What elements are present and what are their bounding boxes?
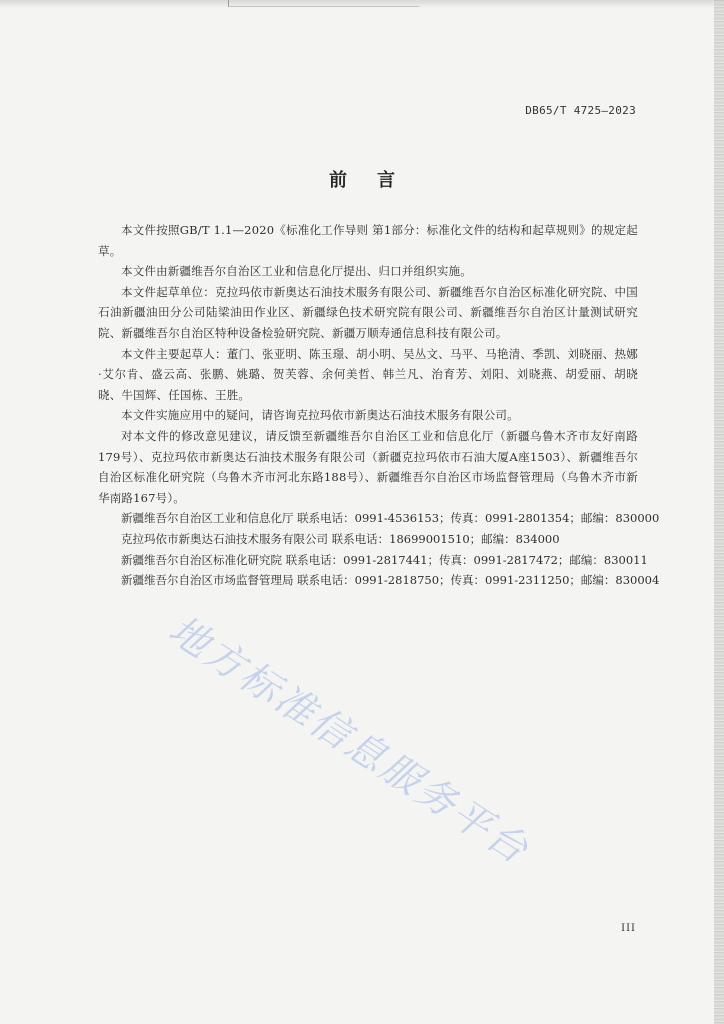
contact-line: 新疆维吾尔自治区市场监督管理局 联系电话：0991-2818750；传真：0991-2311250；邮编：830004 bbox=[121, 573, 660, 588]
paragraph-feedback: 对本文件的修改意见建议，请反馈至新疆维吾尔自治区工业和信息化厅（新疆乌鲁木齐市友好南路179号）、克拉玛依市新奥达石油技术服务有限公司（新疆克拉玛依市石油大厦A座1503）、新疆维吾尔自治区标准化研究院（乌鲁木齐市河北东路188号）、新疆维吾尔自治区市场监督管理局（乌鲁木齐市新华南路167号）。 bbox=[98, 428, 638, 505]
paragraph-drafters: 本文件主要起草人：董门、张亚明、陈玉璟、胡小明、吴丛文、马平、马艳清、季凯、刘晓丽、热娜·艾尔肯、盛云高、张鹏、姚璐、贺芙蓉、余何美哲、韩兰凡、治育芳、刘阳、刘晓燕、胡爱丽、胡晓晓、牛国辉、任国栋、王胜。 bbox=[98, 346, 638, 402]
contact-list bbox=[98, 508, 660, 590]
paragraph-proposer: 本文件由新疆维吾尔自治区工业和信息化厅提出、归口并组织实施。 bbox=[121, 264, 472, 279]
paragraph-drafting-units: 本文件起草单位：克拉玛依市新奥达石油技术服务有限公司、新疆维吾尔自治区标准化研究院、中国石油新疆油田分公司陆梁油田作业区、新疆绿色技术研究院有限公司、新疆维吾尔自治区计量测试研究院、新疆维吾尔自治区特种设备检验研究院、新疆万顺寿通信息科技有限公司。 bbox=[98, 284, 638, 340]
foreword-body bbox=[98, 220, 660, 591]
section-title: 前言 bbox=[329, 170, 425, 191]
paragraph-inquiries: 本文件实施应用中的疑问，请咨询克拉玛依市新奥达石油技术服务有限公司。 bbox=[121, 408, 519, 423]
contact-line: 新疆维吾尔自治区标准化研究院 联系电话：0991-2817441；传真：0991-2817472；邮编：830011 bbox=[121, 552, 648, 567]
page-number: III bbox=[621, 923, 636, 934]
contact-line: 新疆维吾尔自治区工业和信息化厅 联系电话：0991-4536153；传真：0991-2801354；邮编：830000 bbox=[121, 511, 660, 526]
scan-corner-mark bbox=[228, 0, 419, 7]
contact-line: 克拉玛依市新奥达石油技术服务有限公司 联系电话：18699001510；邮编：834000 bbox=[121, 531, 560, 546]
scan-right-edge bbox=[714, 0, 724, 1024]
paragraph-drafting-rules: 本文件按照GB/T 1.1—2020《标准化工作导则 第1部分：标准化文件的结构和起草规则》的规定起草。 bbox=[98, 223, 638, 258]
platform-watermark: 地方标准信息服务平台 bbox=[160, 607, 538, 875]
document-number: DB65/T 4725—2023 bbox=[525, 104, 636, 117]
